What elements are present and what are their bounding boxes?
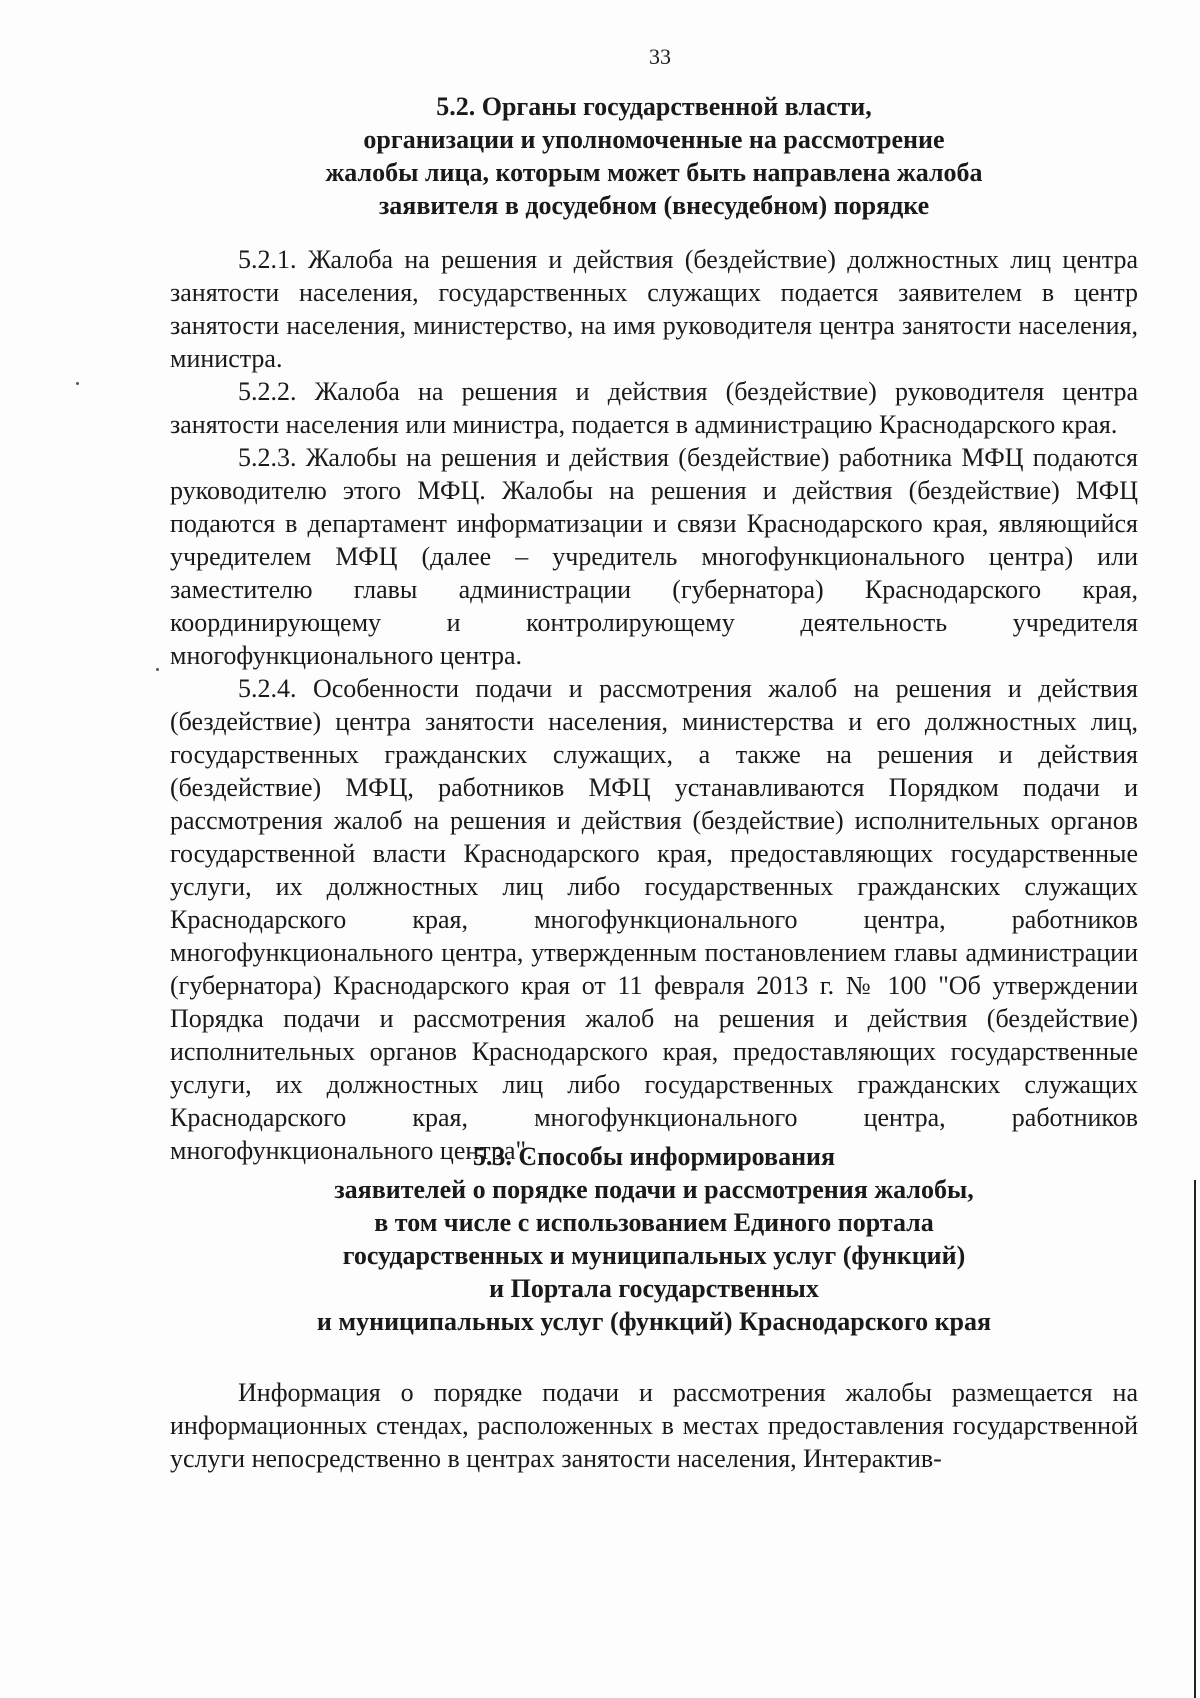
scan-edge-line xyxy=(1194,1180,1196,1698)
heading-line: и Портала государственных xyxy=(489,1274,819,1303)
paragraph-5-2-1: 5.2.1. Жалоба на решения и действия (бездействие) должностных лиц центра занятости населения, государственных служащих подается заявителем в центр занятости населения, министерство, на имя руководителя центра занятости населения, министра. xyxy=(170,245,1138,373)
section-5-2-body xyxy=(170,243,1138,1167)
paragraph-5-2-4: 5.2.4. Особенности подачи и рассмотрения жалоб на решения и действия (бездействие) центра занятости населения, министерства и его должностных лиц, государственных гражданских служащих, а также на решения и действия (бездействие) МФЦ, работников МФЦ устанавливаются Порядком подачи и рассмотрения жалоб на решения и действия (бездействие) исполнительных органов государственной власти Краснодарского края, предоставляющих государственные услуги, их должностных лиц либо государственных гражданских служащих Краснодарского края, многофункционального центра, работников многофункционального центра, утвержденным постановлением главы администрации (губернатора) Краснодарского края от 11 февраля 2013 г. № 100 "Об утверждении Порядка подачи и рассмотрения жалоб на решения и действия (бездействие) исполнительных органов Краснодарского края, предоставляющих государственные услуги, их должностных лиц либо государственных гражданских служащих Краснодарского края, многофункционального центра, работников многофункционального центра". xyxy=(170,674,1138,1165)
heading-line: и муниципальных услуг (функций) Краснодарского края xyxy=(316,1307,992,1336)
heading-line: жалобы лица, которым может быть направлена жалоба xyxy=(325,158,983,187)
heading-line: заявителя в досудебном (внесудебном) порядке xyxy=(378,191,930,220)
paragraph-5-2-3: 5.2.3. Жалобы на решения и действия (бездействие) работника МФЦ подаются руководителю этого МФЦ. Жалобы на решения и действия (бездействие) МФЦ подаются в департамент информатизации и связи Краснодарского края, являющийся учредителем МФЦ (далее – учредитель многофункционального центра) или заместителю главы администрации (губернатора) Краснодарского края, координирующему и контролирующему деятельность учредителя многофункционального центра. xyxy=(170,443,1138,670)
heading-line: организации и уполномоченные на рассмотрение xyxy=(363,125,945,154)
section-5-3-body xyxy=(170,1376,1138,1475)
heading-line: 5.3. Способы информирования xyxy=(472,1142,836,1171)
scan-speck xyxy=(76,382,79,385)
heading-line: в том числе с использованием Единого портала xyxy=(374,1208,934,1237)
scan-speck xyxy=(156,668,159,671)
paragraph-5-2-2: 5.2.2. Жалоба на решения и действия (бездействие) руководителя центра занятости населения или министра, подается в администрацию Краснодарского края. xyxy=(170,377,1138,439)
heading-line: 5.2. Органы государственной власти, xyxy=(436,92,872,121)
heading-line: заявителей о порядке подачи и рассмотрения жалобы, xyxy=(334,1175,974,1204)
paragraph-5-3-info: Информация о порядке подачи и рассмотрения жалобы размещается на информационных стендах, расположенных в местах предоставления государственной услуги непосредственно в центрах занятости населения, Интерактив- xyxy=(170,1378,1138,1473)
section-5-3-heading xyxy=(170,1140,1138,1338)
section-5-2-heading xyxy=(170,90,1138,222)
heading-line: государственных и муниципальных услуг (функций) xyxy=(342,1241,966,1270)
page-number: 33 xyxy=(649,44,671,69)
